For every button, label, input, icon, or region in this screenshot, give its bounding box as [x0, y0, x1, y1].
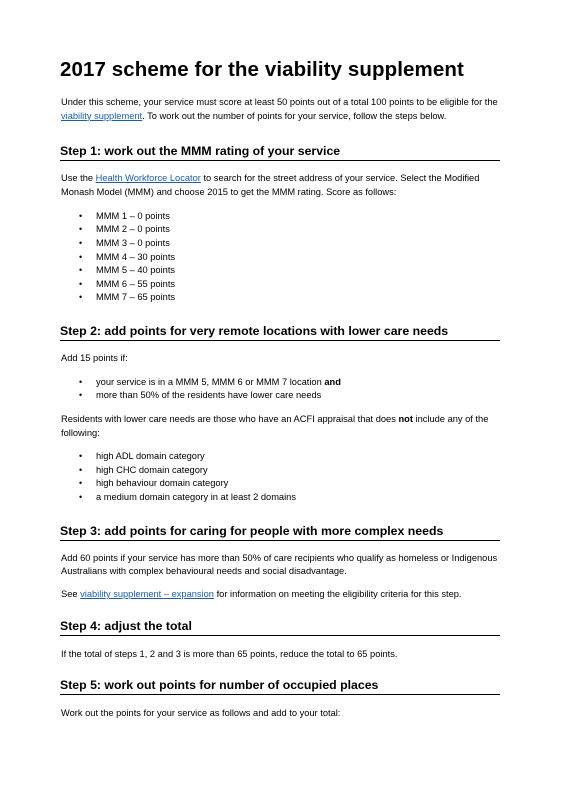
list-item: • high CHC domain category [60, 464, 500, 478]
mmm-points-list [60, 210, 500, 305]
step5-heading: Step 5: work out points for number of occupied places [60, 678, 500, 695]
intro-paragraph [60, 96, 500, 123]
list-item: • high ADL domain category [60, 450, 500, 464]
step1-text-before: Use the [61, 173, 96, 184]
list-item: • MMM 6 – 55 points [60, 278, 500, 292]
condition-and: and [324, 376, 341, 387]
domain-category-list [60, 450, 500, 504]
list-item: • MMM 4 – 30 points [60, 251, 500, 265]
see-text-after: for information on meeting the eligibility criteria for this step. [213, 589, 462, 600]
list-item: • more than 50% of the residents have lower care needs [60, 389, 500, 403]
step5-paragraph: Work out the points for your service as follows and add to your total: [61, 708, 341, 719]
list-item: • high behaviour domain category [60, 477, 500, 491]
list-item: • MMM 2 – 0 points [60, 223, 500, 237]
residents-text-before: Residents with lower care needs are those who have an ACFI appraisal that does [61, 413, 399, 424]
step3-see-paragraph [60, 588, 500, 602]
condition-text: your service is in a MMM 5, MMM 6 or MMM 7 location [96, 376, 325, 387]
list-item: • MMM 7 – 65 points [60, 291, 500, 305]
list-item: • MMM 5 – 40 points [60, 264, 500, 278]
residents-text-after: include any of the following: [61, 413, 489, 438]
step3-heading: Step 3: add points for caring for people with more complex needs [60, 524, 500, 541]
page-title: 2017 scheme for the viability supplement [60, 58, 464, 81]
document-body [60, 58, 500, 721]
viability-supplement-link[interactable]: viability supplement [61, 110, 143, 121]
list-item [60, 376, 500, 390]
intro-text-before: Under this scheme, your service must score at least 50 points out of a total 100 points to be eligible for the [61, 97, 498, 107]
residents-paragraph [60, 413, 500, 440]
step4-paragraph: If the total of steps 1, 2 and 3 is more than 65 points, reduce the total to 65 points. [61, 648, 398, 659]
intro-text-after: . To work out the number of points for your service, follow the steps below. [142, 110, 447, 121]
list-item: • MMM 1 – 0 points [60, 210, 500, 224]
health-workforce-locator-link[interactable]: Health Workforce Locator [95, 173, 201, 184]
step2-add-text: Add 15 points if: [61, 352, 128, 363]
step3-paragraph: Add 60 points if your service has more than 50% of care recipients who qualify as homeless or Indigenous Australians with complex behavioural needs and social disadvantage. [61, 552, 498, 577]
viability-supplement-expansion-link[interactable]: viability supplement – expansion [80, 589, 214, 600]
step1-text-after: to search for the street address of your service. Select the Modified Monash Model (MMM) and choose 2015 to get the MMM rating. Score as follows: [61, 173, 480, 198]
list-item: • a medium domain category in at least 2 domains [60, 491, 500, 505]
step1-paragraph [60, 172, 500, 199]
step1-heading: Step 1: work out the MMM rating of your service [60, 144, 500, 161]
step2-heading: Step 2: add points for very remote locations with lower care needs [60, 324, 500, 341]
step2-conditions-list [60, 376, 500, 403]
list-item: • MMM 3 – 0 points [60, 237, 500, 251]
residents-not: not [398, 413, 413, 424]
step4-heading: Step 4: adjust the total [60, 619, 500, 636]
see-text-before: See [61, 589, 81, 600]
